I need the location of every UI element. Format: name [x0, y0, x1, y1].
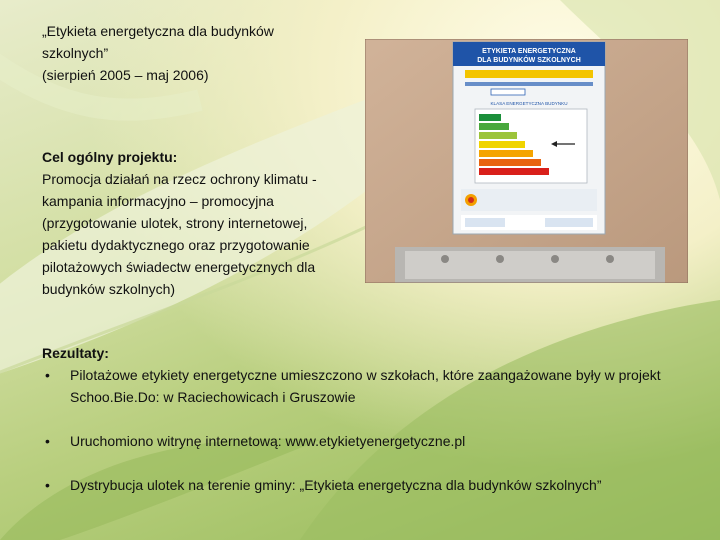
results-label: Rezultaty: [42, 345, 109, 361]
poster-title-line-2: DLA BUDYNKÓW SZKOLNYCH [477, 57, 581, 64]
result-item [42, 364, 692, 408]
result-item [42, 430, 692, 452]
title-block [42, 20, 352, 86]
goal-label: Cel ogólny projektu: [42, 149, 178, 165]
title-line-2: szkolnych” [42, 45, 109, 61]
bullet-icon: • [45, 367, 50, 383]
title-date: (sierpień 2005 – maj 2006) [42, 67, 209, 83]
energy-label-photo [365, 39, 688, 283]
poster-class-heading: KLASA ENERGETYCZNA BUDYNKU [490, 101, 568, 106]
result-text: Pilotażowe etykiety energetyczne umieszczono w szkołach, które zaangażowane były w projekt Schoo.Bie.Do: w Raciechowicach i Gruszowie [70, 367, 661, 405]
goal-block [42, 146, 352, 300]
title-line-1: „Etykieta energetyczna dla budynków [42, 23, 274, 39]
poster-yellow-bar [465, 70, 593, 78]
poster-title-line-1: ETYKIETA ENERGETYCZNA [482, 48, 576, 55]
bullet-icon: • [45, 477, 50, 493]
result-text: Uruchomiono witrynę internetową: www.etykietyenergetyczne.pl [70, 433, 466, 449]
bullet-icon: • [45, 433, 50, 449]
goal-text: Promocja działań na rzecz ochrony klimatu - kampania informacyjno – promocyjna (przygotowanie ulotek, strony internetowej, pakietu dydaktycznego oraz przygotowanie pilotażowych świadectw energetycznych dla budynków szkolnych) [42, 171, 317, 297]
result-item [42, 474, 692, 496]
result-text: Dystrybucja ulotek na terenie gminy: „Etykieta energetyczna dla budynków szkolnych” [70, 477, 602, 493]
results-block [42, 342, 692, 496]
